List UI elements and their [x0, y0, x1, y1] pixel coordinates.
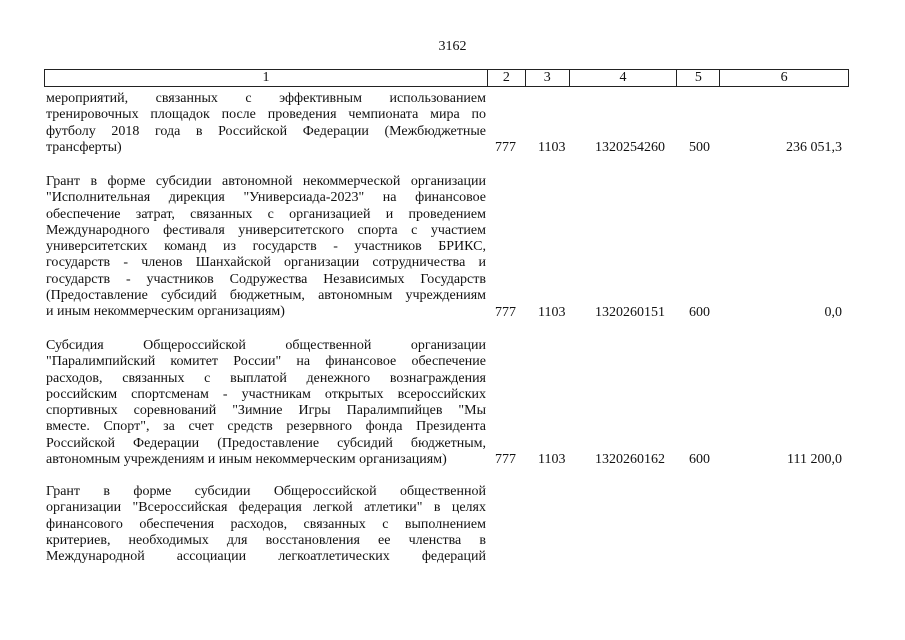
description-line: и иным некоммерческим организациям) [46, 304, 285, 320]
cell-rz: 1103 [538, 452, 566, 467]
page-number: 3162 [438, 39, 467, 54]
header-col-4: 4 [569, 70, 677, 86]
header-col-3: 3 [525, 70, 569, 86]
description-line: (Предоставление субсидий бюджетным, автономным учреждениям [46, 288, 486, 304]
row-description [46, 484, 486, 565]
description-line: обеспечение затрат, связанных с организацией и проведением [46, 206, 486, 222]
cell-rz: 1103 [538, 140, 566, 155]
description-line: спортивных соревнований "Зимние Игры Паралимпийцев "Мы [46, 403, 486, 419]
cell-csr: 1320254260 [595, 140, 665, 155]
cell-gr: 777 [495, 452, 516, 467]
cell-rz: 1103 [538, 305, 566, 320]
header-col-1: 1 [262, 70, 270, 85]
description-line: финансового обеспечения расходов, связанных с выполнением [46, 516, 486, 532]
description-line: Международной ассоциации легкоатлетических федераций [46, 549, 486, 565]
cell-sum: 0,0 [824, 305, 842, 320]
description-line: критериев, необходимых для восстановления ее членства в [46, 532, 486, 548]
description-line: Грант в форме субсидии автономной некоммерческой организации [46, 174, 486, 189]
description-line: Субсидия Общероссийской общественной организации [46, 338, 486, 353]
description-line: мероприятий, связанных с эффективным использованием [46, 91, 486, 106]
row-description [46, 91, 486, 156]
description-line: Международного фестиваля университетского спорта с участием [46, 222, 486, 238]
row-description [46, 174, 486, 321]
description-line: футболу 2018 года в Российской Федерации (Межбюджетные [46, 123, 486, 139]
description-line: государств - членов Шанхайской организации сотрудничества и [46, 255, 486, 271]
description-line: Российской Федерации (Предоставление субсидий бюджетным, [46, 435, 486, 451]
description-line: тренировочных площадок после проведения чемпионата мира по [46, 107, 486, 123]
cell-vr: 500 [689, 140, 710, 155]
cell-csr: 1320260162 [595, 452, 665, 467]
cell-sum: 111 200,0 [787, 452, 842, 467]
description-line: расходов, связанных с выплатой денежного вознаграждения [46, 370, 486, 386]
cell-gr: 777 [495, 305, 516, 320]
cell-gr: 777 [495, 140, 516, 155]
description-line: автономным учреждениям и иным некоммерческим организациям) [46, 452, 447, 468]
cell-csr: 1320260151 [595, 305, 665, 320]
cell-vr: 600 [689, 305, 710, 320]
cell-sum: 236 051,3 [786, 140, 842, 155]
header-col-2: 2 [487, 70, 525, 86]
header-col-5: 5 [676, 70, 719, 86]
description-line: вместе. Спорт", за счет средств резервного фонда Президента [46, 419, 486, 435]
description-line: университетских команд из государств - участников БРИКС, [46, 239, 486, 255]
description-line: государств - участников Содружества Независимых Государств [46, 271, 486, 287]
row-description [46, 338, 486, 468]
description-line: "Исполнительная дирекция "Универсиада-2023" на финансовое [46, 190, 486, 206]
header-col-6: 6 [719, 70, 848, 86]
description-line: "Паралимпийский комитет России" на финансовое обеспечение [46, 354, 486, 370]
cell-vr: 600 [689, 452, 710, 467]
description-line: Грант в форме субсидии Общероссийской общественной [46, 484, 486, 499]
description-line: организации "Всероссийская федерация легкой атлетики" в целях [46, 500, 486, 516]
table-header [44, 69, 849, 87]
description-line: трансферты) [46, 139, 122, 155]
description-line: российским спортсменам - участникам открытых всероссийских [46, 386, 486, 402]
